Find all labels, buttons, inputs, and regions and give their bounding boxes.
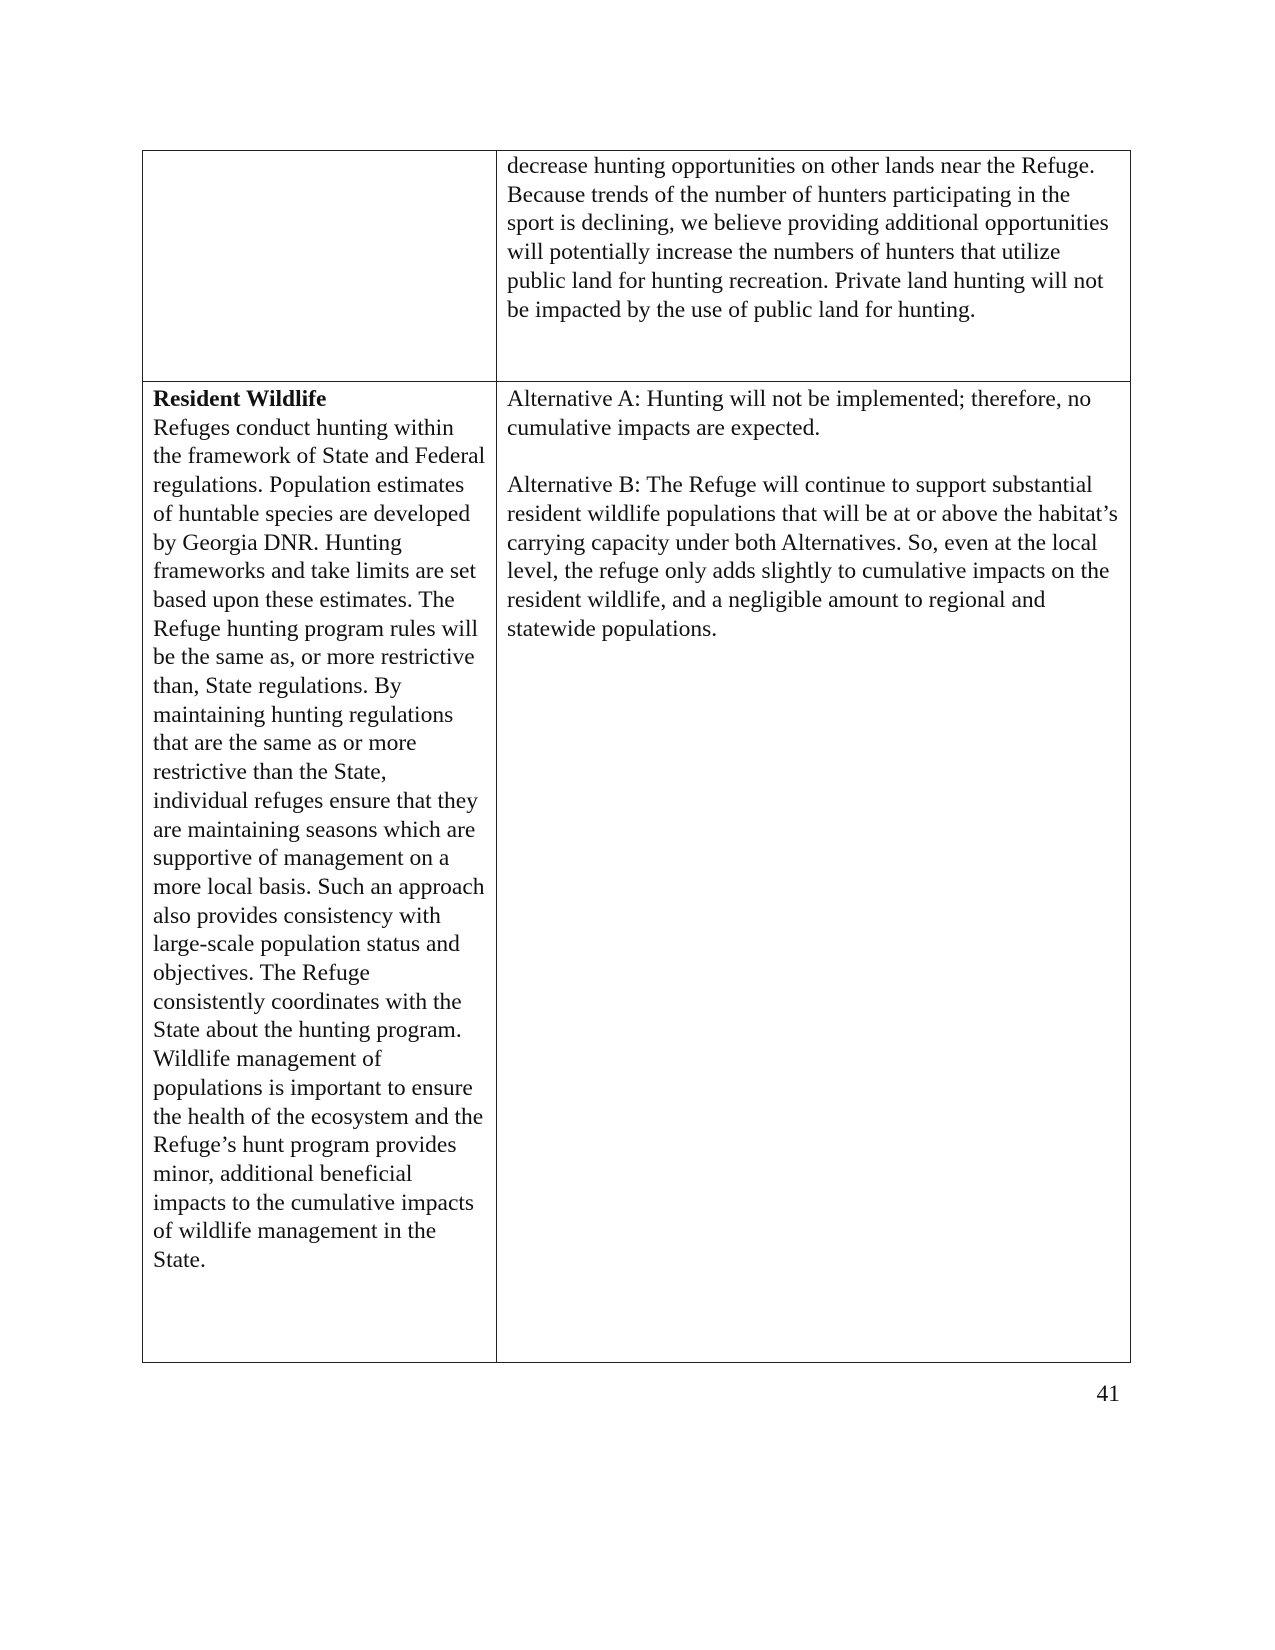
table-cell-impacts bbox=[497, 151, 1131, 382]
impact-paragraph: decrease hunting opportunities on other lands near the Refuge. Because trends of the number of hunters participating in the sport is declining, we believe providing additional opportunities will potentially increase the numbers of hunters that utilize public land for hunting recreation. Private land hunting will not be impacted by the use of public land for hunting. bbox=[507, 153, 1109, 323]
table-cell-impacts bbox=[497, 382, 1131, 1363]
alternative-a-paragraph: Alternative A: Hunting will not be implemented; therefore, no cumulative impacts are expected. bbox=[507, 386, 1092, 441]
impacts-table bbox=[142, 150, 1131, 1363]
topic-description: Refuges conduct hunting within the framework of State and Federal regulations. Population estimates of huntable species are developed by Georgia DNR. Hunting frameworks and take limits are set based upon these estimates. The Refuge hunting program rules will be the same as, or more restrictive than, State regulations. By maintaining hunting regulations that are the same as or more restrictive than the State, individual refuges ensure that they are maintaining seasons which are supportive of management on a more local basis. Such an approach also provides consistency with large-scale population status and objectives. The Refuge consistently coordinates with the State about the hunting program. Wildlife management of populations is important to ensure the health of the ecosystem and the Refuge’s hunt program provides minor, additional beneficial impacts to the cumulative impacts of wildlife management in the State. bbox=[153, 414, 486, 1274]
table-cell-topic bbox=[143, 151, 497, 382]
alternative-b-paragraph: Alternative B: The Refuge will continue to support substantial resident wildlife populations that will be at or above the habitat’s carrying capacity under both Alternatives. So, even at the local level, the refuge only adds slightly to cumulative impacts on the resident wildlife, and a negligible amount to regional and statewide populations. bbox=[507, 472, 1118, 642]
table-row bbox=[143, 151, 1131, 382]
table-row bbox=[143, 382, 1131, 1363]
page-number: 41 bbox=[1096, 1381, 1120, 1407]
table-cell-topic bbox=[143, 382, 497, 1363]
topic-heading: Resident Wildlife bbox=[153, 386, 327, 412]
